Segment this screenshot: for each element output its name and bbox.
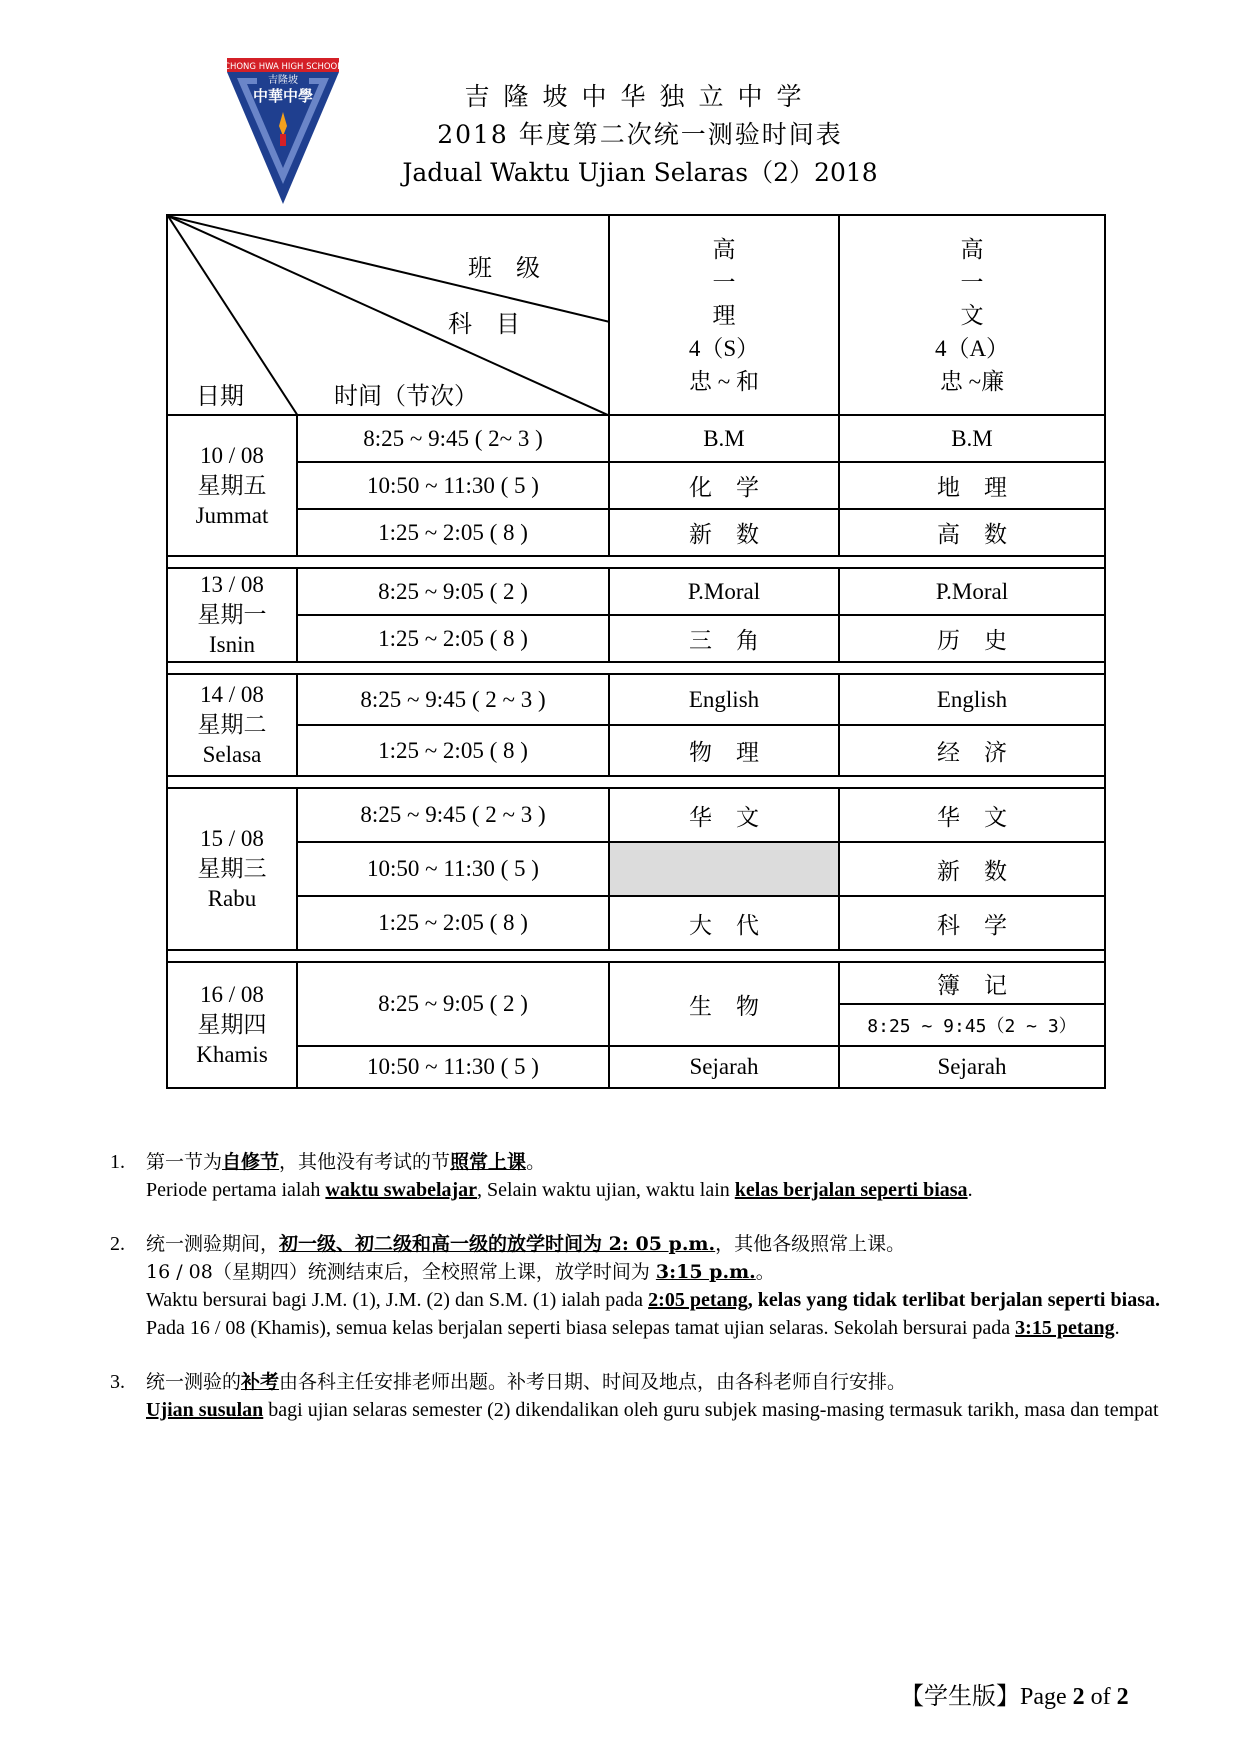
time-cell: 8:25 ~ 9:45 ( 2~ 3 ) [297, 415, 609, 462]
time-cell: 10:50 ~ 11:30 ( 5 ) [297, 842, 609, 896]
subject-cell: 大代 [609, 896, 839, 950]
subject-cell: P.Moral [839, 568, 1105, 615]
subject-cell: Sejarah [839, 1046, 1105, 1088]
school-logo [223, 56, 343, 206]
subject-cell: 华文 [609, 788, 839, 842]
exam-timetable [166, 214, 1106, 1089]
table-row [167, 842, 1105, 896]
time-cell: 1:25 ~ 2:05 ( 8 ) [297, 509, 609, 556]
table-row [167, 896, 1105, 950]
subject-cell: P.Moral [609, 568, 839, 615]
date-cell: 10 / 08 星期五 Jummat [167, 415, 297, 556]
row-separator [167, 556, 1105, 568]
notes-section [110, 1148, 1160, 1450]
page-total: 2 [1116, 1684, 1129, 1710]
logo-text-top: CHONG HWA HIGH SCHOOL [224, 62, 342, 72]
time-cell: 8:25 ~ 9:05 ( 2 ) [297, 568, 609, 615]
subject-label: 科 目 [448, 310, 520, 338]
table-row [167, 615, 1105, 662]
svg-text:中華中學: 中華中學 [252, 87, 314, 105]
table-row [167, 1046, 1105, 1088]
time-cell: 1:25 ~ 2:05 ( 8 ) [297, 615, 609, 662]
subject-cell: 物理 [609, 725, 839, 776]
subject-cell: 簿记 [839, 962, 1105, 1004]
date-cell: 15 / 08 星期三 Rabu [167, 788, 297, 950]
title-block [360, 78, 920, 192]
title-ms: Jadual Waktu Ujian Selaras（2）2018 [402, 158, 878, 187]
time-cell: 10:50 ~ 11:30 ( 5 ) [297, 462, 609, 509]
page-number: 2 [1072, 1684, 1085, 1710]
subject-cell: B.M [609, 415, 839, 462]
subject-cell: 三角 [609, 615, 839, 662]
subject-cell: 地理 [839, 462, 1105, 509]
class-header-science: 高 一 理 4（S） 忠 ~ 和 [609, 215, 839, 415]
date-cell: 13 / 08 星期一 Isnin [167, 568, 297, 662]
table-row [167, 674, 1105, 725]
subject-cell: B.M [839, 415, 1105, 462]
table-row [167, 568, 1105, 615]
row-separator [167, 662, 1105, 674]
table-row [167, 462, 1105, 509]
row-separator [167, 776, 1105, 788]
table-row [167, 788, 1105, 842]
time-cell: 8:25 ~ 9:45 ( 2 ~ 3 ) [297, 788, 609, 842]
date-cell: 16 / 08 星期四 Khamis [167, 962, 297, 1088]
note-3: 3. 统一测验的补考由各科主任安排老师出题。补考日期、时间及地点，由各科老师自行安排。 Ujian susulan bagi ujian selaras semester (2) dikendalikan oleh guru subjek masing-masing termasuk tarikh, masa dan tempat [110, 1371, 1159, 1421]
time-cell: 1:25 ~ 2:05 ( 8 ) [297, 725, 609, 776]
time-cell: 8:25 ~ 9:45 ( 2 ~ 3 ) [297, 674, 609, 725]
subject-cell: 历史 [839, 615, 1105, 662]
date-label: 日期 [196, 382, 244, 410]
class-label: 班 级 [468, 254, 540, 282]
corner-header [167, 215, 609, 415]
time-cell: 10:50 ~ 11:30 ( 5 ) [297, 1046, 609, 1088]
subject-cell: 经济 [839, 725, 1105, 776]
page-footer: 【学生版】Page 2 of 2 [900, 1682, 1129, 1710]
class-header-arts: 高 一 文 4（A） 忠 ~廉 [839, 215, 1105, 415]
table-row [167, 962, 1105, 1004]
table-row [167, 509, 1105, 556]
time-cell: 8:25 ~ 9:05 ( 2 ) [297, 962, 609, 1046]
title-zh: 2018 年度第二次统一测验时间表 [437, 120, 843, 149]
school-name: 吉隆坡中华独立中学 [464, 82, 816, 111]
special-time-cell: 8:25 ~ 9:45（2 ~ 3） [839, 1004, 1105, 1046]
subject-cell: 科学 [839, 896, 1105, 950]
table-row [167, 415, 1105, 462]
subject-cell: 华文 [839, 788, 1105, 842]
subject-cell: English [609, 674, 839, 725]
svg-text:吉隆坡: 吉隆坡 [268, 75, 298, 86]
table-row [167, 725, 1105, 776]
subject-cell: 生物 [609, 962, 839, 1046]
time-label: 时间（节次） [334, 382, 478, 410]
time-cell: 1:25 ~ 2:05 ( 8 ) [297, 896, 609, 950]
edition-label: 【学生版】 [900, 1682, 1020, 1710]
note-1: 1. 第一节为自修节，其他没有考试的节照常上课。 Periode pertama ialah waktu swabelajar, Selain waktu ujian, waktu lain kelas berjalan seperti biasa. [110, 1151, 973, 1201]
subject-cell: Sejarah [609, 1046, 839, 1088]
subject-cell: English [839, 674, 1105, 725]
date-cell: 14 / 08 星期二 Selasa [167, 674, 297, 776]
subject-cell: 新数 [839, 842, 1105, 896]
row-separator [167, 950, 1105, 962]
note-2: 2. 统一测验期间，初一级、初二级和高一级的放学时间为 2: 05 p.m.，其他各级照常上课。 16 / 08（星期四）统测结束后，全校照常上课，放学时间为 3:15 p.m.。 Waktu bersurai bagi J.M. (1), J.M. (2) dan S.M. (1) ialah pada 2:05 petang, kelas yang tidak terlibat berjalan seperti biasa. Pada 16 / 08 (Khamis), semua kelas berjalan seperti biasa selepas tamat ujian selaras. Sekolah bersurai pada 3:15 petang. [110, 1233, 1161, 1339]
empty-subject-cell [609, 842, 839, 896]
subject-cell: 高数 [839, 509, 1105, 556]
subject-cell: 化学 [609, 462, 839, 509]
subject-cell: 新数 [609, 509, 839, 556]
